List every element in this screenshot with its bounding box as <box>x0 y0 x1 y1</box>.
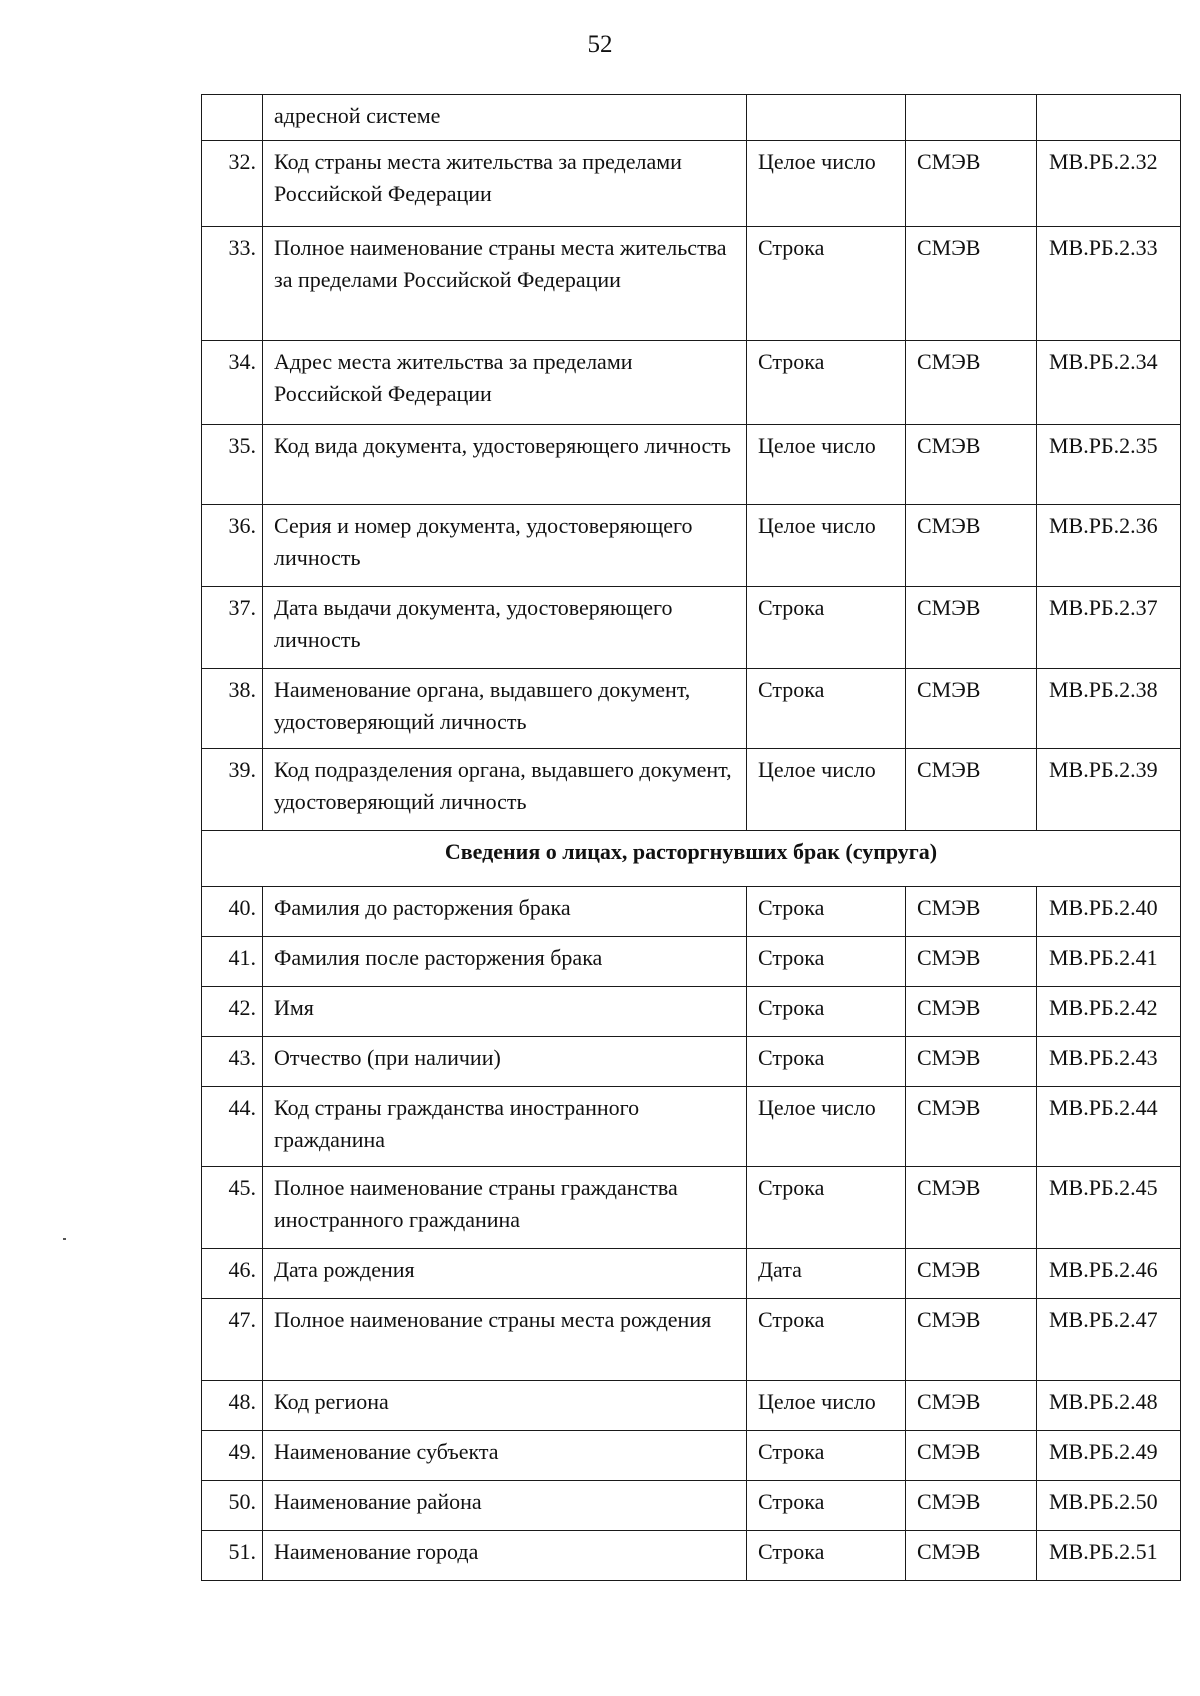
row-code-cell: МВ.РБ.2.38 <box>1037 669 1181 749</box>
row-name-cell: Дата рождения <box>263 1249 747 1299</box>
row-code-cell: МВ.РБ.2.48 <box>1037 1381 1181 1431</box>
row-number-cell: 33. <box>202 227 263 341</box>
row-name-cell: Код страны гражданства иностранного гражданина <box>263 1087 747 1167</box>
row-code-cell: МВ.РБ.2.46 <box>1037 1249 1181 1299</box>
row-source-cell: СМЭВ <box>906 749 1037 831</box>
row-number-cell: 43. <box>202 1037 263 1087</box>
row-name-cell: Полное наименование страны гражданства иностранного гражданина <box>263 1167 747 1249</box>
row-code-cell: МВ.РБ.2.40 <box>1037 887 1181 937</box>
row-code-cell: МВ.РБ.2.51 <box>1037 1531 1181 1581</box>
row-code-cell: МВ.РБ.2.37 <box>1037 587 1181 669</box>
row-number-cell: 34. <box>202 341 263 425</box>
scan-speck <box>63 1238 66 1240</box>
table-row-continuation <box>202 95 1181 141</box>
row-type-cell: Строка <box>747 227 906 341</box>
row-type-cell: Строка <box>747 987 906 1037</box>
row-name-cell: Фамилия до расторжения брака <box>263 887 747 937</box>
row-source-cell: СМЭВ <box>906 341 1037 425</box>
table-row <box>202 587 1181 669</box>
row-type-cell: Строка <box>747 1299 906 1381</box>
row-code-cell: МВ.РБ.2.32 <box>1037 141 1181 227</box>
row-source-cell: СМЭВ <box>906 1431 1037 1481</box>
row-number-cell: 36. <box>202 505 263 587</box>
row-type-cell: Строка <box>747 1167 906 1249</box>
row-name-cell: Полное наименование страны места жительства за пределами Российской Федерации <box>263 227 747 341</box>
table-row <box>202 1087 1181 1167</box>
row-name-cell: Полное наименование страны места рождения <box>263 1299 747 1381</box>
data-fields-table <box>201 94 1181 1581</box>
row-number-cell <box>202 95 263 141</box>
row-source-cell: СМЭВ <box>906 425 1037 505</box>
row-type-cell: Целое число <box>747 425 906 505</box>
page-number: 52 <box>587 31 613 58</box>
row-type-cell: Целое число <box>747 749 906 831</box>
row-source-cell: СМЭВ <box>906 587 1037 669</box>
row-source-cell: СМЭВ <box>906 1037 1037 1087</box>
table-row <box>202 669 1181 749</box>
table-row <box>202 505 1181 587</box>
row-code-cell: МВ.РБ.2.42 <box>1037 987 1181 1037</box>
row-source-cell: СМЭВ <box>906 887 1037 937</box>
row-code-cell: МВ.РБ.2.50 <box>1037 1481 1181 1531</box>
row-source-cell: СМЭВ <box>906 1167 1037 1249</box>
row-number-cell: 38. <box>202 669 263 749</box>
row-name-cell: Код подразделения органа, выдавшего документ, удостоверяющий личность <box>263 749 747 831</box>
table-row <box>202 1249 1181 1299</box>
row-number-cell: 40. <box>202 887 263 937</box>
row-source-cell: СМЭВ <box>906 1481 1037 1531</box>
row-number-cell: 51. <box>202 1531 263 1581</box>
table-row <box>202 341 1181 425</box>
row-name-cell: Наименование района <box>263 1481 747 1531</box>
row-code-cell: МВ.РБ.2.33 <box>1037 227 1181 341</box>
row-code-cell: МВ.РБ.2.43 <box>1037 1037 1181 1087</box>
row-number-cell: 44. <box>202 1087 263 1167</box>
row-source-cell: СМЭВ <box>906 1381 1037 1431</box>
row-source-cell: СМЭВ <box>906 227 1037 341</box>
row-code-cell: МВ.РБ.2.34 <box>1037 341 1181 425</box>
row-type-cell: Целое число <box>747 1087 906 1167</box>
table-row <box>202 1381 1181 1431</box>
row-number-cell: 46. <box>202 1249 263 1299</box>
row-source-cell: СМЭВ <box>906 1531 1037 1581</box>
row-type-cell <box>747 95 906 141</box>
row-name-cell: Код страны места жительства за пределами Российской Федерации <box>263 141 747 227</box>
row-number-cell: 45. <box>202 1167 263 1249</box>
row-source-cell: СМЭВ <box>906 505 1037 587</box>
row-code-cell: МВ.РБ.2.47 <box>1037 1299 1181 1381</box>
row-name-cell: Серия и номер документа, удостоверяющего личность <box>263 505 747 587</box>
row-code-cell <box>1037 95 1181 141</box>
table-row <box>202 227 1181 341</box>
row-number-cell: 49. <box>202 1431 263 1481</box>
row-source-cell: СМЭВ <box>906 1299 1037 1381</box>
row-number-cell: 47. <box>202 1299 263 1381</box>
table-row <box>202 749 1181 831</box>
row-source-cell: СМЭВ <box>906 141 1037 227</box>
row-type-cell: Дата <box>747 1249 906 1299</box>
row-number-cell: 41. <box>202 937 263 987</box>
row-code-cell: МВ.РБ.2.39 <box>1037 749 1181 831</box>
row-source-cell: СМЭВ <box>906 987 1037 1037</box>
table-row <box>202 1299 1181 1381</box>
row-source-cell <box>906 95 1037 141</box>
row-code-cell: МВ.РБ.2.35 <box>1037 425 1181 505</box>
row-type-cell: Строка <box>747 1531 906 1581</box>
row-source-cell: СМЭВ <box>906 669 1037 749</box>
row-type-cell: Строка <box>747 887 906 937</box>
row-name-cell: Дата выдачи документа, удостоверяющего личность <box>263 587 747 669</box>
row-source-cell: СМЭВ <box>906 1087 1037 1167</box>
row-type-cell: Целое число <box>747 1381 906 1431</box>
row-type-cell: Строка <box>747 341 906 425</box>
row-type-cell: Целое число <box>747 141 906 227</box>
row-name-cell: Адрес места жительства за пределами Российской Федерации <box>263 341 747 425</box>
row-code-cell: МВ.РБ.2.45 <box>1037 1167 1181 1249</box>
row-type-cell: Строка <box>747 1431 906 1481</box>
row-name-cell: Наименование субъекта <box>263 1431 747 1481</box>
table-row <box>202 1167 1181 1249</box>
row-type-cell: Целое число <box>747 505 906 587</box>
row-name-cell: адресной системе <box>263 95 747 141</box>
row-type-cell: Строка <box>747 669 906 749</box>
row-type-cell: Строка <box>747 937 906 987</box>
row-source-cell: СМЭВ <box>906 1249 1037 1299</box>
row-type-cell: Строка <box>747 587 906 669</box>
row-code-cell: МВ.РБ.2.36 <box>1037 505 1181 587</box>
row-name-cell: Код региона <box>263 1381 747 1431</box>
table-row <box>202 987 1181 1037</box>
table-row <box>202 1431 1181 1481</box>
row-number-cell: 50. <box>202 1481 263 1531</box>
row-number-cell: 39. <box>202 749 263 831</box>
row-code-cell: МВ.РБ.2.41 <box>1037 937 1181 987</box>
table-row <box>202 141 1181 227</box>
row-name-cell: Отчество (при наличии) <box>263 1037 747 1087</box>
row-number-cell: 37. <box>202 587 263 669</box>
row-source-cell: СМЭВ <box>906 937 1037 987</box>
row-type-cell: Строка <box>747 1037 906 1087</box>
row-code-cell: МВ.РБ.2.44 <box>1037 1087 1181 1167</box>
row-code-cell: МВ.РБ.2.49 <box>1037 1431 1181 1481</box>
row-name-cell: Наименование органа, выдавшего документ, удостоверяющий личность <box>263 669 747 749</box>
table-row <box>202 1037 1181 1087</box>
table-row <box>202 1481 1181 1531</box>
row-number-cell: 48. <box>202 1381 263 1431</box>
row-number-cell: 35. <box>202 425 263 505</box>
table-row <box>202 937 1181 987</box>
table-row <box>202 1531 1181 1581</box>
section-header-row <box>202 831 1181 887</box>
section-title: Сведения о лицах, расторгнувших брак (супруга) <box>202 831 1181 887</box>
table-row <box>202 425 1181 505</box>
row-name-cell: Наименование города <box>263 1531 747 1581</box>
row-name-cell: Фамилия после расторжения брака <box>263 937 747 987</box>
row-number-cell: 32. <box>202 141 263 227</box>
row-name-cell: Имя <box>263 987 747 1037</box>
row-number-cell: 42. <box>202 987 263 1037</box>
row-type-cell: Строка <box>747 1481 906 1531</box>
table-row <box>202 887 1181 937</box>
row-name-cell: Код вида документа, удостоверяющего личность <box>263 425 747 505</box>
